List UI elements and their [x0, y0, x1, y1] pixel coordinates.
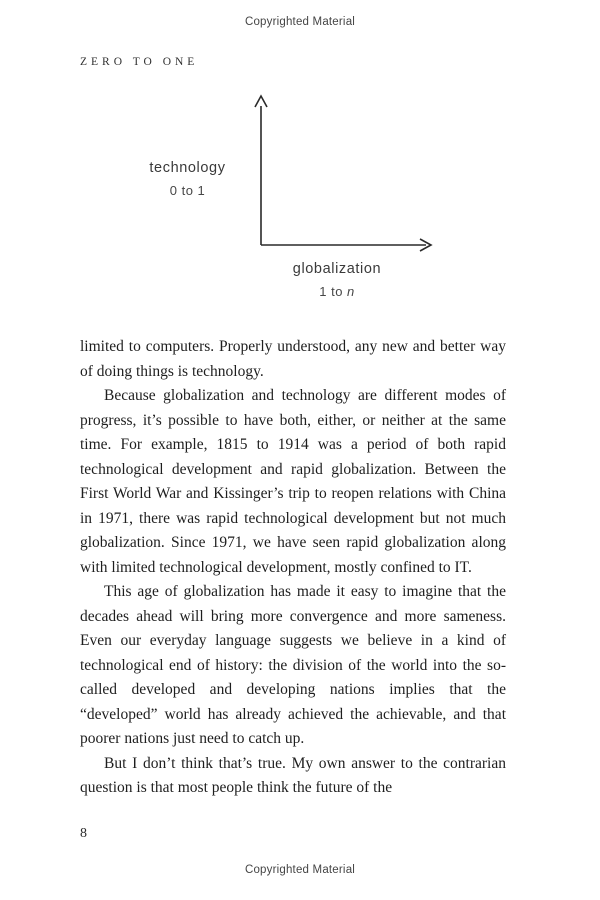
- paragraph-4: But I don’t think that’s true. My own answer to the contrarian question is that most people think the future of the: [80, 754, 506, 796]
- axis-diagram: [0, 0, 600, 320]
- paragraph-2: Because globalization and technology are different modes of progress, it’s possible to have both, either, or neither at the same time. For example, 1815 to 1914 was a period of both rapid technological development and rapid globalization. Between the First World War and Kissinger’s trip to reopen relations with China in 1971, there was rapid technological development but not much globalization. Since 1971, we have seen rapid globalization along with limited technological development, mostly confined to IT.: [80, 387, 506, 576]
- paragraph-1: limited to computers. Properly understood, any new and better way of doing things is technology.: [80, 338, 506, 380]
- running-head: ZERO TO ONE: [80, 56, 199, 68]
- x-axis-label: globalization: [292, 261, 382, 277]
- y-axis-label: technology: [149, 160, 226, 176]
- up-arrow-icon: [255, 96, 267, 107]
- body-text: [80, 335, 506, 801]
- page-number: 8: [80, 826, 87, 841]
- copyright-notice-top: Copyrighted Material: [244, 16, 356, 28]
- copyright-notice-bottom: Copyrighted Material: [244, 864, 356, 876]
- paragraph-3: This age of globalization has made it easy to imagine that the decades ahead will bring more convergence and more sameness. Even our everyday language suggests we believe in a kind of technological end of history: the division of the world into the so-called developed and developing nations implies that the “developed” world has already achieved the achievable, and that poorer nations just need to catch up.: [80, 583, 506, 747]
- x-axis-sublabel-prefix: 1 to: [319, 284, 348, 299]
- x-axis-sublabel: [277, 284, 397, 299]
- x-axis-sublabel-variable: n: [347, 284, 355, 299]
- y-axis-label-group: [135, 160, 240, 198]
- axes-graphic: [250, 92, 440, 257]
- x-axis-label-group: [277, 261, 397, 299]
- y-axis-sublabel: 0 to 1: [169, 183, 206, 198]
